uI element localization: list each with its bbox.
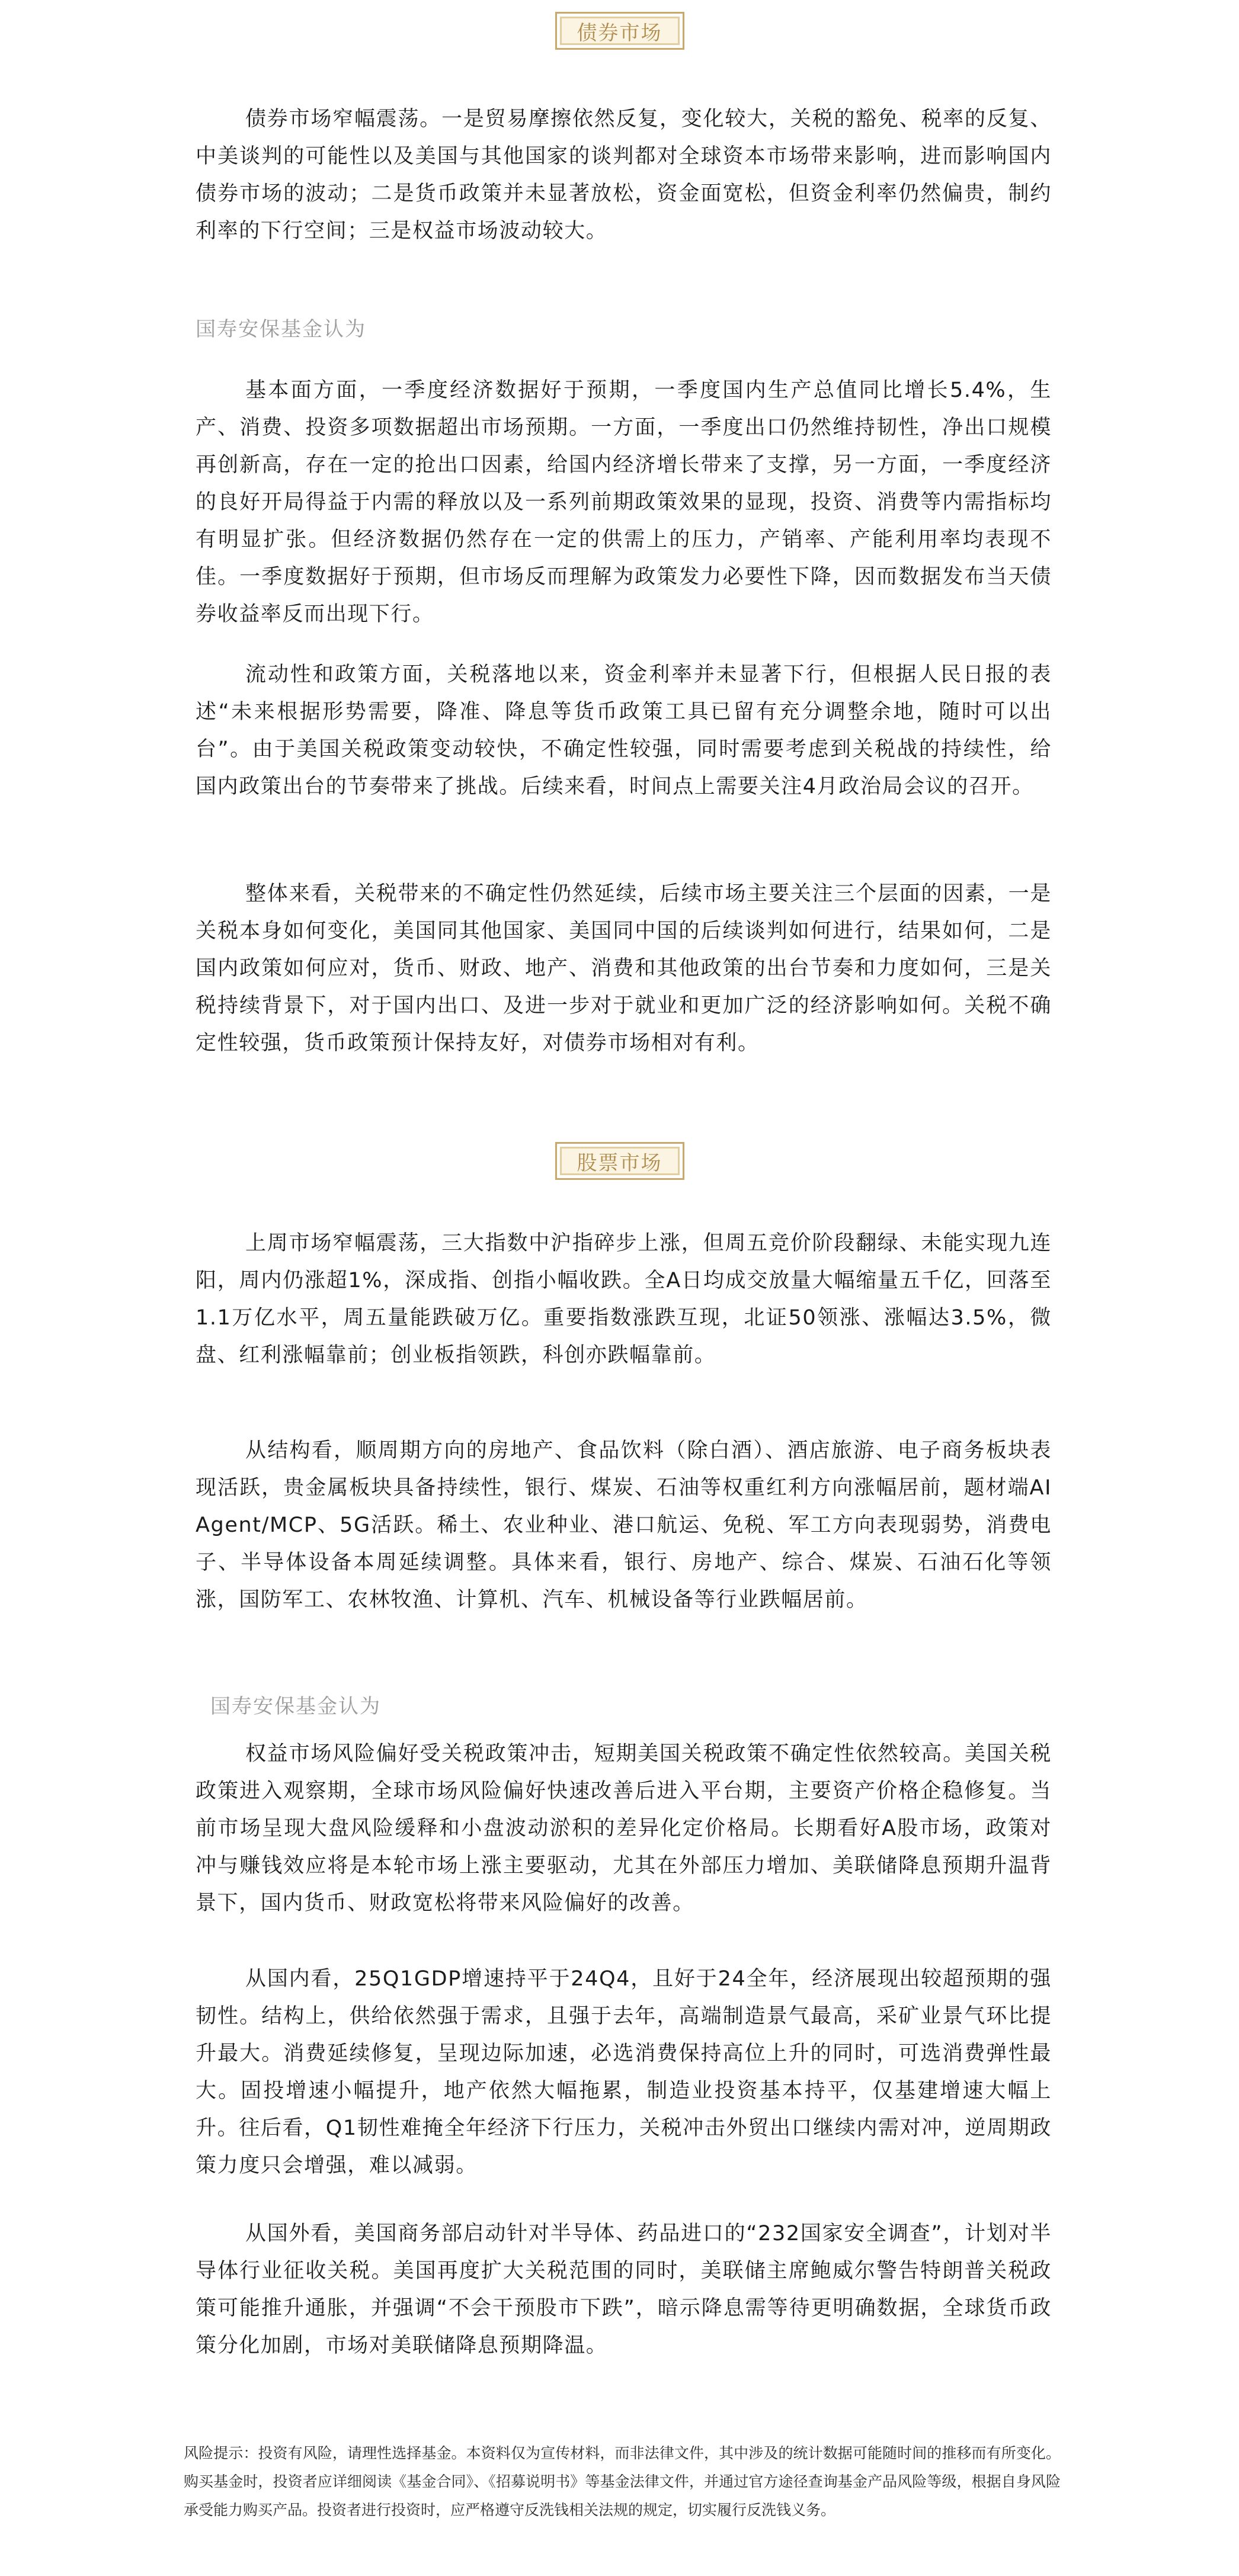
bond-paragraph-2: 流动性和政策方面，关税落地以来，资金利率并未显著下行，但根据人民日报的表述“未来根据形势需要，降准、降息等货币政策工具已留有充分调整余地，随时可以出台”。由于美国关税政策变动较快，不确定性较强，同时需要考虑到关税战的持续性，给国内政策出台的节奏带来了挑战。后续来看，时间点上需要关注4月政治局会议的召开。 — [196, 663, 1052, 798]
stock-paragraph-4: 从国内看，25Q1GDP增速持平于24Q4，且好于24全年，经济展现出较超预期的强韧性。结构上，供给依然强于需求，且强于去年，高端制造景气最高，采矿业景气环比提升最大。消费延续修复，呈现边际加速，必选消费保持高位上升的同时，可选消费弹性最大。固投增速小幅提升，地产依然大幅拖累，制造业投资基本持平，仅基建增速大幅上升。往后看，Q1韧性难掩全年经济下行压力，关税冲击外贸出口继续内需对冲，逆周期政策力度只会增强，难以减弱。 — [196, 1967, 1052, 2177]
stock-paragraph-1: 上周市场窄幅震荡，三大指数中沪指碎步上涨，但周五竞价阶段翻绿、未能实现九连阳，周内仍涨超1%，深成指、创指小幅收跌。全A日均成交放量大幅缩量五千亿，回落至1.1万亿水平，周五量能跌破万亿。重要指数涨跌互现，北证50领涨、涨幅达3.5%，微盘、红利涨幅靠前；创业板指领跌，科创亦跌幅靠前。 — [196, 1231, 1052, 1367]
bond-intro-paragraph: 债券市场窄幅震荡。一是贸易摩擦依然反复，变化较大，关税的豁免、税率的反复、中美谈判的可能性以及美国与其他国家的谈判都对全球资本市场带来影响，进而影响国内债券市场的波动；二是货币政策并未显著放松，资金面宽松，但资金利率仍然偏贵，制约利率的下行空间；三是权益市场波动较大。 — [196, 107, 1052, 243]
risk-notice: 风险提示：投资有风险，请理性选择基金。本资料仅为宣传材料，而非法律文件，其中涉及的统计数据可能随时间的推移而有所变化。购买基金时，投资者应详细阅读《基金合同》、《招募说明书》等基金法律文件，并通过官方途径查询基金产品风险等级，根据自身风险承受能力购买产品。投资者进行投资时，应严格遵守反洗钱相关法规的规定，切实履行反洗钱义务。 — [184, 2445, 1061, 2519]
bond-market-tag-label: 债券市场 — [577, 21, 662, 45]
bond-market-tag — [555, 12, 684, 50]
stock-paragraph-5: 从国外看，美国商务部启动针对半导体、药品进口的“232国家安全调查”，计划对半导体行业征收关税。美国再度扩大关税范围的同时，美联储主席鲍威尔警告特朗普关税政策可能推升通胀，并强调“不会干预股市下跌”，暗示降息需等待更明确数据，全球货币政策分化加剧，市场对美联储降息预期降温。 — [196, 2222, 1052, 2357]
stock-subhead: 国寿安保基金认为 — [210, 1695, 381, 1718]
stock-paragraph-2: 从结构看，顺周期方向的房地产、食品饮料（除白酒）、酒店旅游、电子商务板块表现活跃，贵金属板块具备持续性，银行、煤炭、石油等权重红利方向涨幅居前，题材端AI Agent/MCP、5G活跃。稀土、农业种业、港口航运、免税、军工方向表现弱势，消费电子、半导体设备本周延续调整。具体来看，银行、房地产、综合、煤炭、石油石化等领涨，国防军工、农林牧渔、计算机、汽车、机械设备等行业跌幅居前。 — [196, 1439, 1052, 1612]
stock-market-tag — [555, 1142, 684, 1180]
bond-paragraph-1: 基本面方面，一季度经济数据好于预期，一季度国内生产总值同比增长5.4%，生产、消费、投资多项数据超出市场预期。一方面，一季度出口仍然维持韧性，净出口规模再创新高，存在一定的抢出口因素，给国内经济增长带来了支撑，另一方面，一季度经济的良好开局得益于内需的释放以及一系列前期政策效果的显现，投资、消费等内需指标均有明显扩张。但经济数据仍然存在一定的供需上的压力，产销率、产能利用率均表现不佳。一季度数据好于预期，但市场反而理解为政策发力必要性下降，因而数据发布当天债券收益率反而出现下行。 — [196, 378, 1052, 626]
stock-paragraph-3: 权益市场风险偏好受关税政策冲击，短期美国关税政策不确定性依然较高。美国关税政策进入观察期，全球市场风险偏好快速改善后进入平台期，主要资产价格企稳修复。当前市场呈现大盘风险缓释和小盘波动淤积的差异化定价格局。长期看好A股市场，政策对冲与赚钱效应将是本轮市场上涨主要驱动，尤其在外部压力增加、美联储降息预期升温背景下，国内货币、财政宽松将带来风险偏好的改善。 — [196, 1742, 1052, 1915]
bond-paragraph-3: 整体来看，关税带来的不确定性仍然延续，后续市场主要关注三个层面的因素，一是关税本身如何变化，美国同其他国家、美国同中国的后续谈判如何进行，结果如何，二是国内政策如何应对，货币、财政、地产、消费和其他政策的出台节奏和力度如何，三是关税持续背景下，对于国内出口、及进一步对于就业和更加广泛的经济影响如何。关税不确定性较强，货币政策预计保持友好，对债券市场相对有利。 — [196, 882, 1052, 1055]
stock-market-tag-label: 股票市场 — [577, 1151, 662, 1175]
bond-subhead: 国寿安保基金认为 — [196, 317, 366, 341]
